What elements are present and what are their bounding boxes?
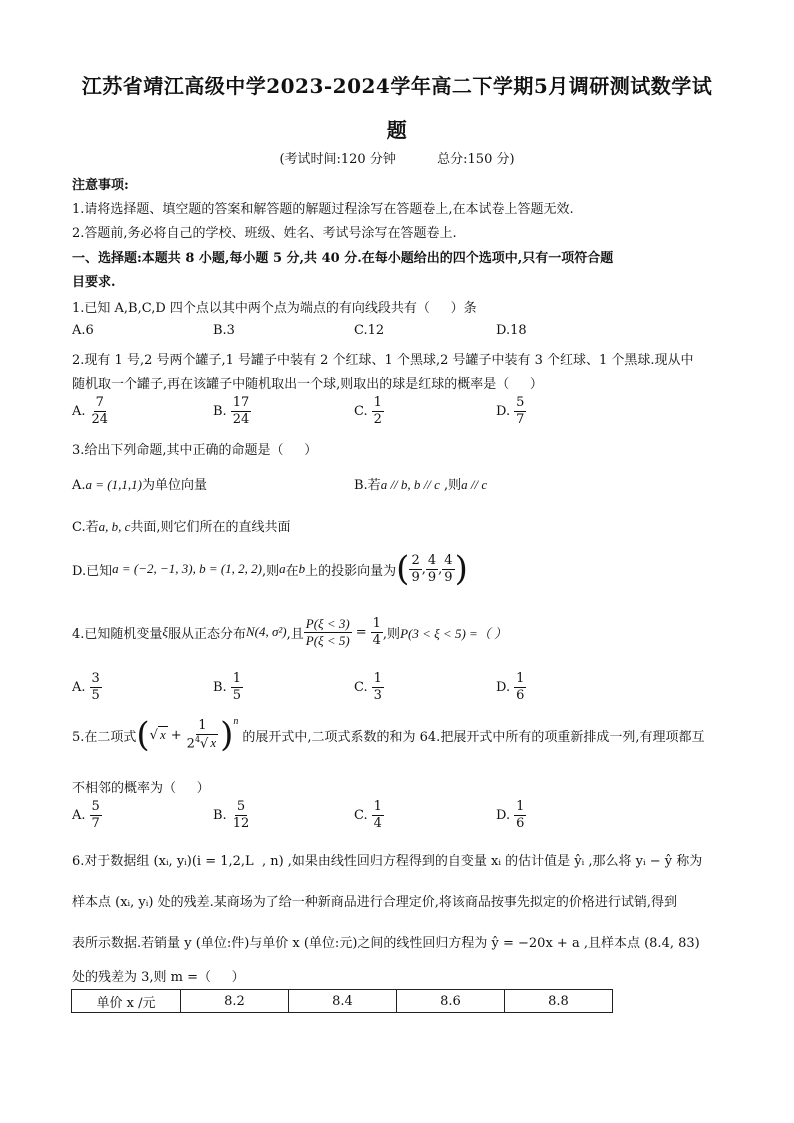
left-paren: ( xyxy=(396,549,410,589)
equals-sign: = xyxy=(355,624,367,640)
denominator: 6 xyxy=(516,687,525,703)
stem-text: ,则 xyxy=(382,626,401,642)
vector-expression: a = (−2, −1, 3), b = (1, 2, 2) xyxy=(112,561,262,576)
exam-info: (考试时间:120 分钟 总分:150 分) xyxy=(279,152,515,167)
table-cell: 8.4 xyxy=(289,990,397,1013)
vector-expression: a, b, c xyxy=(98,519,131,534)
option-text: 为单位向量 xyxy=(141,478,207,493)
q6-line1: 6.对于数据组 (xᵢ, yᵢ)(i = 1,2,L , n) ,如果由线性回归方程得到的自变量 xᵢ 的估计值是 ŷᵢ ,那么将 yᵢ − ŷ 称为 xyxy=(72,854,703,869)
q3-option-b xyxy=(354,474,487,493)
probability-ratio xyxy=(304,617,352,647)
numerator: 7 xyxy=(95,395,104,410)
table-row xyxy=(72,990,613,1013)
q5-option-d xyxy=(496,800,526,830)
q6-line3: 表所示数据.若销量 y (单位:件)与单价 x (单位:元)之间的线性回归方程为 ŷ = −20x + a ,且样本点 (8.4, 83) xyxy=(72,936,700,951)
option-fraction xyxy=(231,800,252,830)
fraction xyxy=(371,617,383,647)
option-fraction xyxy=(372,672,384,702)
option-fraction xyxy=(231,396,252,426)
q3-option-a xyxy=(72,474,207,493)
numerator: 1 xyxy=(373,395,382,410)
price-table xyxy=(71,989,613,1013)
q2-option-c xyxy=(354,396,384,426)
denominator: 5 xyxy=(91,687,100,703)
numerator: 1 xyxy=(232,671,241,686)
q2-stem-line2: 随机取一个罐子,再在该罐子中随机取出一个球,则取出的球是红球的概率是（ ） xyxy=(72,377,543,392)
option-label: D.已知 xyxy=(72,563,113,579)
q4-stem xyxy=(72,617,507,647)
xi-symbol: ξ xyxy=(162,624,168,640)
numerator: 1 xyxy=(373,799,382,814)
option-label: B. xyxy=(213,403,227,419)
probability-ask: P(3 < ξ < 5) =（ ） xyxy=(400,625,508,641)
option-label: D. xyxy=(496,679,511,695)
numerator: 1 xyxy=(516,799,525,814)
q3-stem: 3.给出下列命题,其中正确的命题是（ ） xyxy=(72,443,318,458)
denominator: 3 xyxy=(373,687,382,703)
option-text: 在 xyxy=(285,563,299,579)
q1-stem: 1.已知 A,B,C,D 四个点以其中两个点为端点的有向线段共有（ ）条 xyxy=(72,301,477,316)
option-label: A. xyxy=(72,807,86,823)
denominator: 9 xyxy=(411,569,420,585)
q2-option-a xyxy=(72,396,110,426)
fraction xyxy=(185,719,220,751)
table-cell: 8.8 xyxy=(505,990,613,1013)
option-label: A. xyxy=(72,403,86,419)
numerator: 4 xyxy=(444,552,453,568)
fraction xyxy=(442,554,454,584)
q1-option-a: A.6 xyxy=(72,323,94,338)
q5-option-c xyxy=(354,800,384,830)
numerator: 1 xyxy=(516,671,525,686)
fraction xyxy=(426,554,438,584)
denominator: 7 xyxy=(516,411,525,427)
radicand: x xyxy=(159,727,166,742)
numerator: 4 xyxy=(427,552,437,568)
notice-item-2: 2.答题前,务必将自己的学校、班级、姓名、考试号涂写在答题卷上. xyxy=(72,226,457,241)
table-header-cell: 单价 x /元 xyxy=(72,990,181,1013)
option-fraction xyxy=(90,672,102,702)
q4-option-c xyxy=(354,672,384,702)
numerator: 1 xyxy=(372,616,381,631)
vector-expression: a // c xyxy=(461,477,488,492)
radicand: x xyxy=(210,735,217,751)
sqrt-term: √ x xyxy=(149,727,166,743)
section1-heading-line1: 一、选择题:本题共 8 小题,每小题 5 分,共 40 分.在每小题给出的四个选项中,只有一项符合题 xyxy=(72,251,614,266)
option-label: C. xyxy=(354,403,368,419)
denominator: 7 xyxy=(91,815,100,831)
q2-option-b xyxy=(213,396,251,426)
option-label: A. xyxy=(72,679,86,695)
exam-title-line1: 江苏省靖江高级中学2023-2024学年高二下学期5月调研测试数学试 xyxy=(81,74,713,98)
option-label: C.若 xyxy=(72,520,99,535)
q5-option-b xyxy=(213,800,251,830)
exponent: n xyxy=(233,716,239,727)
option-text: 上的投影向量为 xyxy=(305,563,397,579)
option-label: B.若 xyxy=(354,478,381,493)
option-fraction xyxy=(514,800,526,830)
numerator: P(ξ < 3) xyxy=(305,616,350,631)
denominator: 5 xyxy=(232,687,241,703)
option-label: D. xyxy=(496,807,511,823)
q5-stem-line2: 不相邻的概率为（ ） xyxy=(72,781,210,796)
denominator: P(ξ < 5) xyxy=(305,632,350,648)
option-fraction xyxy=(90,396,111,426)
denominator: 9 xyxy=(444,569,453,585)
notice-item-1: 1.请将选择题、填空题的答案和解答题的解题过程涂写在答题卷上,在本试卷上答题无效. xyxy=(72,202,574,217)
option-fraction xyxy=(372,800,384,830)
coefficient: 2 xyxy=(186,736,195,752)
exam-title-line2: 题 xyxy=(386,118,408,142)
table-cell: 8.2 xyxy=(181,990,289,1013)
q4-option-b xyxy=(213,672,243,702)
numerator: 5 xyxy=(91,799,100,814)
option-fraction xyxy=(372,396,384,426)
option-text: ,则 xyxy=(262,563,280,579)
vector-expression: a = (1,1,1) xyxy=(85,477,142,492)
option-label: C. xyxy=(354,679,368,695)
numerator: 3 xyxy=(91,671,100,686)
denominator: 2 xyxy=(373,411,382,427)
stem-text: 4.已知随机变量 xyxy=(72,626,163,642)
right-paren: ) xyxy=(454,549,468,589)
option-fraction xyxy=(90,800,102,830)
q2-stem-line1: 2.现有 1 号,2 号两个罐子,1 号罐子中装有 2 个红球、1 个黑球,2 号罐子中装有 3 个红球、1 个黑球.现从中 xyxy=(72,353,694,368)
vector-expression: a // b, b // c xyxy=(380,477,440,492)
vector-symbol: b xyxy=(298,561,306,576)
option-text: ,则 xyxy=(439,478,462,493)
root-index: 4 xyxy=(194,734,201,744)
option-label: D. xyxy=(496,403,511,419)
normal-distribution: N(4, σ²) xyxy=(246,624,287,640)
denominator: 24 xyxy=(232,411,250,427)
option-fraction xyxy=(514,672,526,702)
denominator: 12 xyxy=(232,815,250,831)
section1-heading-line2: 目要求. xyxy=(72,275,116,290)
option-label: A. xyxy=(72,478,86,493)
option-text: 共面,则它们所在的直线共面 xyxy=(130,520,291,535)
option-label: B. xyxy=(213,807,227,823)
q3-option-d: D.已知 a = (−2, −1, 3), b = (1, 2, 2) ,则 a 在 b 上的投影向量为 ( $\frac{2}{9}$ , $\frac{4}{9}$ , $\frac{4}{9}$ ) xyxy=(72,549,468,589)
denominator: 4 xyxy=(372,632,381,648)
q3-option-c xyxy=(72,516,291,535)
notice-heading: 注意事项: xyxy=(72,178,129,193)
stem-text: 5.在二项式 xyxy=(72,729,137,745)
denominator: $2^4√$ x xyxy=(186,734,217,752)
numerator: 5 xyxy=(516,395,525,410)
q6-line2: 样本点 (xᵢ, yᵢ) 处的残差.某商场为了给一种新商品进行合理定价,将该商品按事先拟定的价格进行试销,得到 xyxy=(72,895,677,910)
option-label: B. xyxy=(213,679,227,695)
numerator: 2 xyxy=(411,552,420,568)
fraction xyxy=(409,554,421,584)
plus-sign: + xyxy=(170,727,182,743)
stem-text: ,且 xyxy=(286,626,304,642)
stem-text: 服从正态分布 xyxy=(167,626,246,642)
stem-text: 的展开式中,二项式系数的和为 64.把展开式中所有的项重新排成一列,有理项都互 xyxy=(242,729,705,745)
q5-option-a xyxy=(72,800,102,830)
left-paren: ( xyxy=(136,715,150,755)
q5-stem-line1 xyxy=(72,715,705,755)
q1-option-d: D.18 xyxy=(496,323,527,338)
numerator: 1 xyxy=(373,671,382,686)
denominator: 9 xyxy=(427,569,437,585)
denominator: 24 xyxy=(91,411,109,427)
denominator: 4 xyxy=(373,815,382,831)
q1-option-c: C.12 xyxy=(354,323,385,338)
right-paren: ) xyxy=(220,715,234,755)
numerator: 1 xyxy=(198,718,207,734)
table-cell: 8.6 xyxy=(397,990,505,1013)
option-label: C. xyxy=(354,807,368,823)
option-fraction xyxy=(231,672,243,702)
q4-option-d xyxy=(496,672,526,702)
q1-option-b: B.3 xyxy=(213,323,235,338)
q4-option-a xyxy=(72,672,102,702)
numerator: 5 xyxy=(236,799,246,814)
numerator: 17 xyxy=(232,395,250,410)
q2-option-d xyxy=(496,396,526,426)
option-fraction xyxy=(514,396,526,426)
denominator: 6 xyxy=(516,815,525,831)
vector-symbol: a xyxy=(279,561,286,576)
q6-line4: 处的残差为 3,则 m =（ ） xyxy=(72,970,245,985)
